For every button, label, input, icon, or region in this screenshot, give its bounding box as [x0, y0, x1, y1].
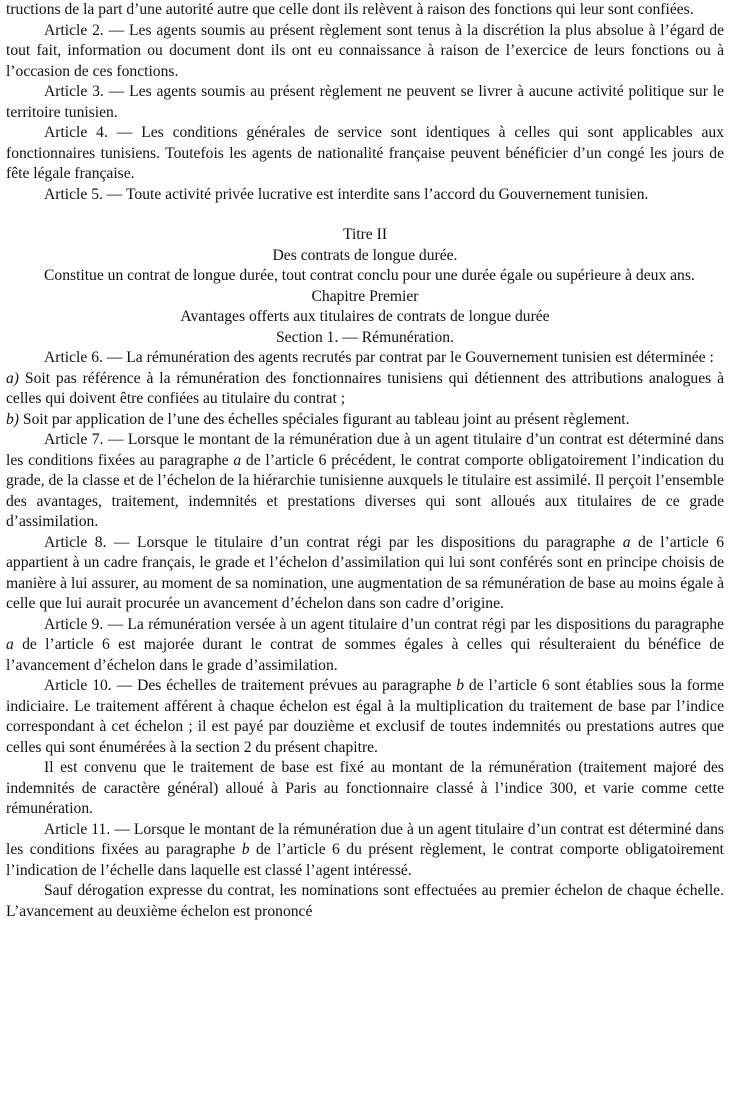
- convenu-paragraph: Il est convenu que le traitement de base est fixé au montant de la rémunération (traitement majoré des indemnités de caractère général) alloué à Paris au fonctionnaire classé à l’indice 300, et varie comme cette rémunération.: [6, 759, 724, 817]
- section-heading: Section 1. — Rémunération.: [276, 328, 454, 346]
- article-9: [6, 615, 724, 677]
- chapitre-heading: Chapitre Premier: [311, 287, 419, 305]
- article-11: [6, 820, 724, 882]
- titre-subheading: Des contrats de longue durée.: [272, 246, 458, 264]
- paragraph-ref: b: [241, 841, 250, 858]
- article-text: de l’article 6 précédent, le contrat comporte obligatoirement l’indication du grade, de la classe et de l’échelon de la hiérarchie tunisienne auxquels le titulaire est assimilé. Il perçoit l’ensemble des avantages, traitement, indemnités et prestations diverses qui sont alloués aux titulaires de ce grade d’assimilation.: [6, 451, 724, 530]
- paragraph-ref: a: [6, 636, 14, 653]
- item-text: Soit pas référence à la rémunération des fonctionnaires tunisiens qui détiennent des attributions analogues à celles qui doivent être confiées au titulaire du contrat ;: [6, 369, 724, 407]
- article-text: Article 11. — Lorsque le montant de la rémunération due à un agent titulaire d’un contrat est déterminé dans les conditions fixées au paragraphe: [6, 820, 724, 858]
- article-text: Article 10. — Des échelles de traitement prévues au paragraphe: [44, 677, 457, 694]
- item-marker: b): [6, 410, 19, 428]
- article-8: [6, 533, 724, 615]
- article-text: Article 7. — Lorsque le montant de la rémunération due à un agent titulaire d’un contrat est déterminé dans les conditions fixées au paragraphe: [6, 431, 724, 469]
- article-6-item-a: [6, 369, 724, 410]
- paragraph-ref: b: [456, 677, 464, 694]
- chapitre-subheading: Avantages offerts aux titulaires de contrats de longue durée: [180, 308, 550, 325]
- article-text: de l’article 6 du présent règlement, le contrat comporte obligatoirement l’indication de l’échelle dans laquelle est classé l’agent intéressé.: [6, 841, 725, 879]
- titre-heading: Titre II: [342, 226, 388, 243]
- article-text: de l’article 6 appartient à un cadre français, le grade et l’échelon d’assimilation qui lui sont conférés sont en principe choisis de manière à lui assurer, au moment de sa nomination, une augmentation de sa rémunération de base au moins égale à celle que lui aurait procurée un avancement d’échelon dans son cadre d’origine.: [6, 533, 724, 612]
- item-text: Soit par application de l’une des échelles spéciales figurant au tableau joint au présent règlement.: [19, 410, 630, 428]
- article-text: Article 8. — Lorsque le titulaire d’un contrat régi par les dispositions du paragraphe: [44, 533, 623, 551]
- definition-paragraph: Constitue un contrat de longue durée, tout contrat conclu pour une durée égale ou supérieure à deux ans.: [44, 267, 695, 284]
- article-6-item-b: [6, 410, 724, 431]
- article-5: Article 5. — Toute activité privée lucrative est interdite sans l’accord du Gouvernement tunisien.: [44, 185, 649, 203]
- document-page: [6, 0, 724, 922]
- article-text: Article 9. — La rémunération versée à un agent titulaire d’un contrat régi par les dispositions du paragraphe: [44, 615, 724, 633]
- paragraph-ref: a: [233, 451, 242, 469]
- article-text: de l’article 6 sont établies sous la forme indiciaire. Le traitement afférent à chaque échelon est égal à la multiplication du traitement de base par l’indice correspondant à cet échelon ; il est payé par douzième et exclusif de toutes indemnités ou prestations autres que celles qui sont énumérées à la section 2 du présent chapitre.: [6, 677, 724, 756]
- paragraph-ref: a: [622, 533, 631, 551]
- section-gap: [6, 205, 724, 225]
- lead-paragraph: tructions de la part d’une autorité autre que celle dont ils relèvent à raison des fonctions qui leur sont confiées.: [6, 1, 694, 18]
- article-6: Article 6. — La rémunération des agents recrutés par contrat par le Gouvernement tunisien est déterminée :: [44, 349, 714, 366]
- item-marker: a): [6, 369, 19, 387]
- article-7: [6, 430, 724, 533]
- article-text: de l’article 6 est majorée durant le contrat de sommes égales à celles qui résulteraient du bénéfice de l’avancement d’échelon dans le grade d’assimilation.: [6, 636, 724, 674]
- article-3: Article 3. — Les agents soumis au présent règlement ne peuvent se livrer à aucune activité politique sur le territoire tunisien.: [6, 83, 724, 121]
- article-4: Article 4. — Les conditions générales de service sont identiques à celles qui sont applicables aux fonctionnaires tunisiens. Toutefois les agents de nationalité française peuvent bénéficier d’un congé les jours de fête légale française.: [6, 124, 724, 182]
- article-10: [6, 676, 724, 758]
- article-2: Article 2. — Les agents soumis au présent règlement sont tenus à la discrétion la plus absolue à l’égard de tout fait, information ou document dont ils ont eu connaissance à raison de l’exercice de leurs fonctions ou à l’occasion de ces fonctions.: [6, 21, 724, 80]
- derogation-paragraph: Sauf dérogation expresse du contrat, les nominations sont effectuées au premier échelon de chaque échelle. L’avancement au deuxième échelon est prononcé: [6, 882, 724, 920]
